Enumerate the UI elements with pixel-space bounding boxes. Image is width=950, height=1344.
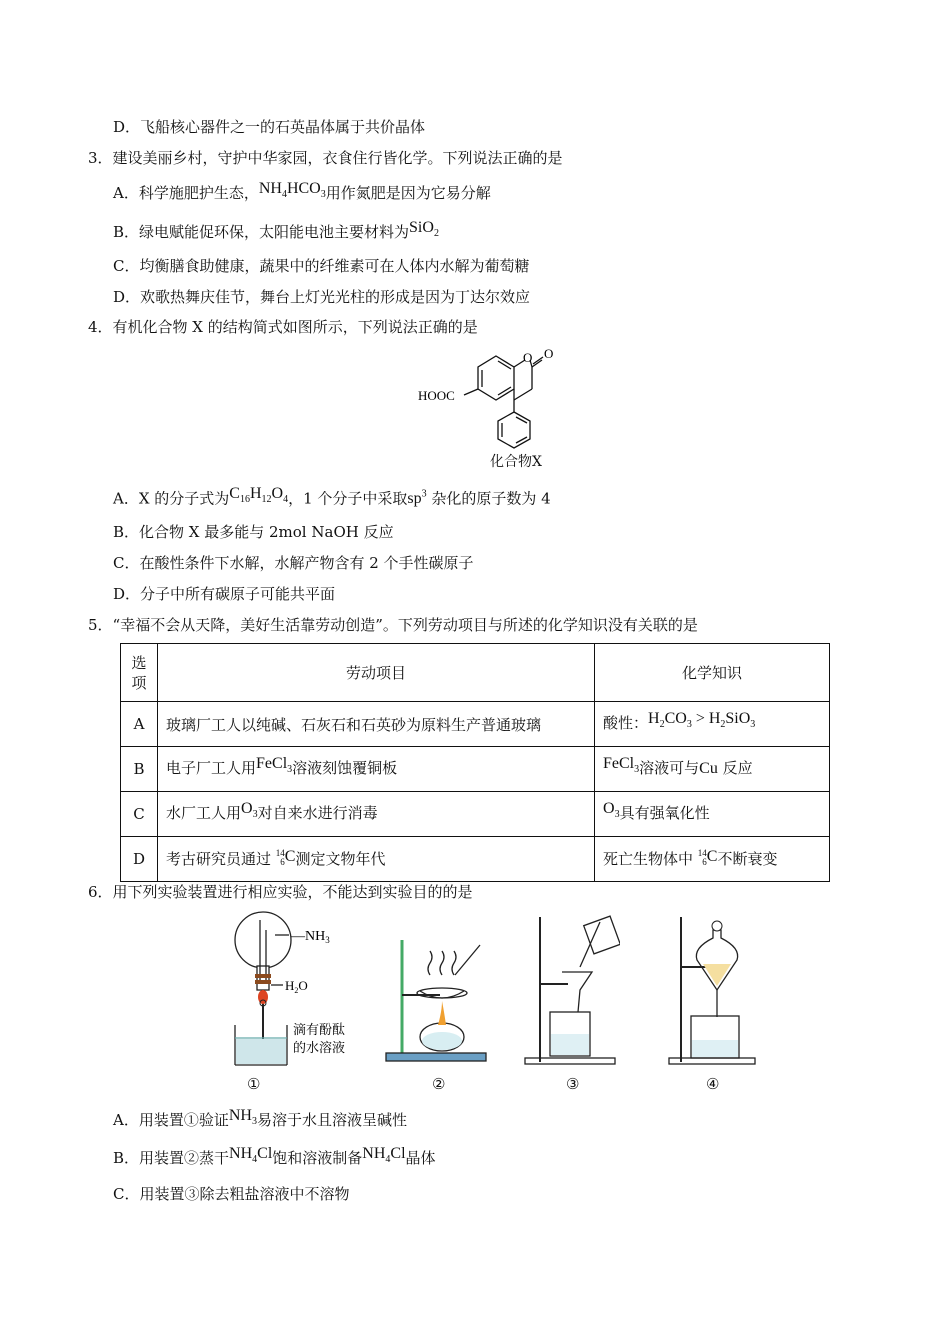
- apparatus-label-1: ①: [247, 1075, 261, 1093]
- q6-option-c: C．用装置③除去粗盐溶液中不溶物: [113, 1185, 350, 1203]
- apparatus-label-2: ②: [432, 1075, 446, 1093]
- formula-nh4cl: $NH_4Cl$: [229, 1145, 273, 1166]
- header-knowledge: 化学知识: [595, 644, 830, 702]
- table-row: D 考古研究员通过 14 6C测定文物年代 死亡生物体中 14 6C不断衰变: [121, 837, 830, 882]
- q6-option-b: B．用装置②蒸干$NH_4Cl$饱和溶液制备$NH_4Cl$晶体: [113, 1145, 436, 1167]
- table-row: A 玻璃厂工人以纯碱、石灰石和石英砂为原料生产普通玻璃 酸性：$H_2CO_3 > H_2SiO_3$: [121, 702, 830, 747]
- header-option: 选 项: [121, 644, 158, 702]
- apparatus-2-evaporation: [380, 915, 490, 1065]
- header-work: 劳动项目: [158, 644, 595, 702]
- formula-fecl3: FeCl$_3$: [256, 755, 293, 776]
- q3-stem: 3．建设美丽乡村，守护中华家园，衣食住行皆化学。下列说法正确的是: [88, 149, 563, 167]
- formula-acidity: $H_2CO_3 > H_2SiO_3$: [648, 710, 756, 731]
- q5-table: [120, 643, 830, 882]
- q2-option-d: D．飞船核心器件之一的石英晶体属于共价晶体: [113, 118, 426, 136]
- label-solution-2: 的水溶液: [293, 1041, 346, 1056]
- q3-option-d: D．欢歌热舞庆佳节，舞台上灯光光柱的形成是因为丁达尔效应: [113, 288, 531, 306]
- q3-option-c: C．均衡膳食助健康，蔬果中的纤维素可在人体内水解为葡萄糖: [113, 257, 530, 275]
- table-header-row: [121, 644, 830, 702]
- formula-c16h12o4: $C_{16}H_{12}O_4$: [229, 485, 289, 506]
- table-row: C 水厂工人用$O_3$对自来水进行消毒 $O_3$具有强氧化性: [121, 792, 830, 837]
- q6-stem: 6．用下列实验装置进行相应实验，不能达到实验目的的是: [88, 883, 473, 901]
- q4-option-a: A．X 的分子式为$C_{16}H_{12}O_4$，1 个分子中采取$sp^3$ 杂化的原子数为 4: [113, 485, 551, 508]
- apparatus-1-fountain: [225, 910, 365, 1070]
- structure-caption: 化合物X: [490, 454, 542, 470]
- q3-option-a: A．科学施肥护生态，$NH_4HCO_3$用作氮肥是因为它易分解: [113, 180, 491, 202]
- formula-o3: $O_3$: [241, 800, 258, 821]
- formula-nh4hco3: $NH_4HCO_3$: [258, 180, 326, 201]
- q4-stem: 4．有机化合物 X 的结构简式如图所示，下列说法正确的是: [88, 318, 478, 336]
- apparatus-label-4: ④: [706, 1075, 720, 1093]
- apparatus-3-filtration: [520, 912, 620, 1067]
- formula-c14: 14 6C: [697, 847, 718, 867]
- label-h2o: $H_2O$: [285, 978, 308, 995]
- formula-c14: 14 6C: [275, 847, 296, 867]
- formula-sp3: $sp^3$: [407, 489, 427, 508]
- q5-stem: 5．“幸福不会从天降，美好生活靠劳动创造”。下列劳动项目与所述的化学知识没有关联的是: [88, 616, 698, 634]
- formula-nh3: $NH_3$: [228, 1107, 257, 1128]
- apparatus-label-3: ③: [566, 1075, 580, 1093]
- q6-option-a: A．用装置①验证$NH_3$易溶于水且溶液呈碱性: [113, 1107, 407, 1129]
- formula-fecl3: FeCl$_3$: [603, 755, 640, 776]
- structure-cooh-label: HOOC: [418, 388, 455, 403]
- label-nh3: $—NH_3$: [291, 929, 330, 945]
- q3-option-b: B．绿电赋能促环保，太阳能电池主要材料为SiO$_2$: [113, 219, 439, 241]
- table-row: B 电子厂工人用FeCl$_3$溶液刻蚀覆铜板 FeCl$_3$溶液可与Cu 反应: [121, 747, 830, 792]
- apparatus-4-separation: [665, 912, 760, 1067]
- q4-option-c: C．在酸性条件下水解，水解产物含有 2 个手性碳原子: [113, 554, 474, 572]
- q4-option-b: B．化合物 X 最多能与 2mol NaOH 反应: [113, 523, 394, 541]
- q4-option-d: D．分子中所有碳原子可能共平面: [113, 585, 336, 603]
- formula-o3: $O_3$: [603, 800, 620, 821]
- formula-nh4cl: $NH_4Cl$: [362, 1145, 406, 1166]
- formula-sio2: SiO$_2$: [409, 219, 439, 240]
- structure-ring-oxygen: O: [523, 350, 533, 365]
- label-solution-1: 滴有酚酞: [293, 1023, 346, 1038]
- structure-carbonyl-oxygen: O: [544, 346, 554, 361]
